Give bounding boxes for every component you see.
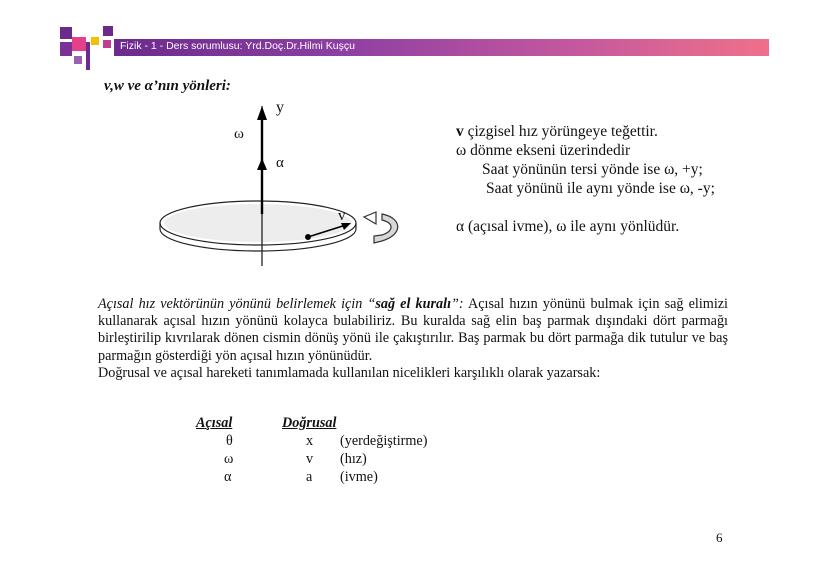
alpha-arrow-head	[257, 158, 267, 170]
paragraph-body: Açısal hızın yönünü bulmak için sağ elimizi kullanarak açısal hızın yönünü kolayca bulabiliriz. Bu kuralda sağ elin baş parmak dışındaki dört parmağı birleştirilip kıvrılarak dönen cismin dönüş yönü ile çakıştırılır. Baş parmak bu dört parmağa dik tutulur ve baş parmağın gösterdiği yön açısal hızın yönünüdür.	[98, 296, 729, 364]
paragraph-intro-close: ”:	[451, 296, 464, 312]
logo-square-magenta	[103, 40, 111, 48]
definition-line-1-text: çizgisel hız yörüngeye teğettir.	[463, 123, 658, 140]
linear-cell: x	[306, 433, 314, 449]
desc-cell: (yerdeğiştirme)	[340, 433, 428, 449]
diagram-svg	[150, 96, 420, 272]
page-number: 6	[716, 530, 723, 545]
y-arrow-head	[257, 106, 267, 120]
logo-square-purple-3	[103, 26, 113, 36]
omega-label: ω	[234, 126, 244, 142]
logo-square-purple-2	[60, 42, 72, 56]
section-title: v,w ve α’nın yönleri:	[104, 78, 231, 94]
header-linear: Doğrusal	[282, 415, 337, 431]
v-label: v	[338, 208, 346, 224]
rotation-arrow-body	[374, 214, 398, 243]
logo-square-lavender	[74, 56, 82, 64]
v-point	[305, 234, 311, 240]
paragraph-intro: Açısal hız vektörünün yönünü belirlemek için “	[98, 296, 376, 312]
right-hand-rule-paragraph	[98, 296, 728, 382]
alpha-label: α	[276, 155, 284, 171]
desc-cell: (hız)	[340, 451, 367, 467]
definition-line-3: Saat yönünün tersi yönde ise ω, +y;	[482, 161, 703, 178]
header-angular: Açısal	[196, 415, 233, 431]
y-label: y	[276, 99, 284, 116]
definitions-block	[456, 122, 715, 236]
angular-cell: α	[224, 469, 232, 485]
logo-square-yellow	[91, 37, 99, 45]
linear-cell: v	[306, 451, 314, 467]
definition-line-1	[456, 122, 715, 141]
angular-cell: ω	[224, 451, 234, 467]
header-title: Fizik - 1 - Ders sorumlusu: Yrd.Doç.Dr.Hilmi Kuşçu	[120, 40, 355, 52]
linear-cell: a	[306, 469, 313, 485]
definition-line-5: α (açısal ivme), ω ile aynı yönlüdür.	[456, 218, 680, 235]
definition-line-4: Saat yönünü ile aynı yönde ise ω, -y;	[486, 180, 715, 197]
rule-name: sağ el kuralı	[375, 296, 452, 312]
logo-square-purple	[60, 27, 72, 39]
disk-surface	[164, 204, 352, 242]
angular-cell: θ	[226, 433, 233, 449]
logo-square-pink	[72, 37, 86, 51]
rotation-arrow-head	[364, 212, 376, 224]
v-bold: v	[456, 123, 464, 140]
paragraph-2: Doğrusal ve açısal hareketi tanımlamada kullanılan nicelikleri karşılıklı olarak yazarsak:	[98, 364, 601, 381]
definition-line-2: ω dönme ekseni üzerindedir	[456, 142, 631, 159]
paragraph-1	[98, 296, 728, 365]
logo-bar-purple	[86, 42, 90, 70]
desc-cell: (ivme)	[340, 469, 378, 485]
definition-spacer	[456, 198, 715, 217]
